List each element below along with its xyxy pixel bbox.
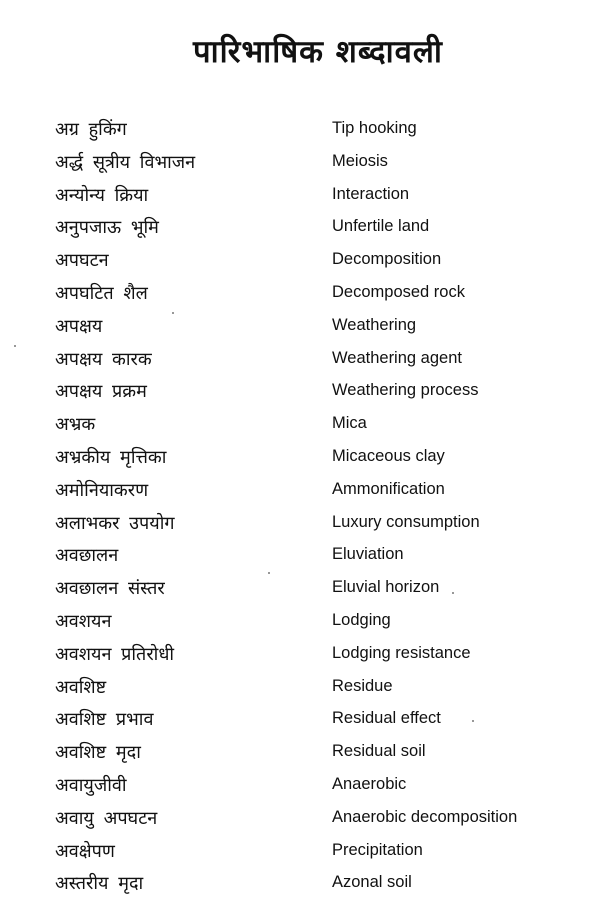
english-term: Tip hooking (332, 119, 417, 137)
hindi-term: अवछालन संस्तर (55, 578, 165, 600)
hindi-term: अवशिष्ट मृदा (55, 742, 141, 764)
glossary-entry (0, 343, 600, 376)
hindi-term: अभ्रकीय मृत्तिका (55, 446, 167, 468)
glossary-entry (0, 507, 600, 540)
scan-speck (268, 572, 270, 574)
english-term: Anaerobic decomposition (332, 807, 518, 826)
hindi-term: अस्तरीय मृदा (55, 873, 144, 895)
english-term: Interaction (332, 184, 410, 203)
english-term: Weathering process (332, 381, 479, 400)
english-term: Anaerobic (332, 774, 407, 793)
glossary-entry (0, 441, 600, 474)
english-term: Mica (332, 414, 367, 433)
glossary-entry (0, 539, 600, 572)
hindi-term: अग्र हुकिंग (55, 119, 127, 140)
hindi-term: अलाभकर उपयोग (55, 512, 175, 534)
english-term: Decomposition (332, 250, 442, 269)
glossary-entry (0, 572, 600, 605)
hindi-term: अपक्षय प्रक्रम (55, 381, 147, 403)
hindi-term: अवशयन प्रतिरोधी (55, 643, 175, 665)
glossary-entry (0, 736, 600, 769)
glossary-entry (0, 638, 600, 671)
glossary-entry (0, 211, 600, 244)
english-term: Unfertile land (332, 217, 430, 236)
hindi-term: अभ्रक (55, 414, 96, 436)
english-term: Precipitation (332, 840, 423, 859)
hindi-term: अवशिष्ट (55, 676, 107, 698)
glossary-entry (0, 146, 600, 179)
english-term: Lodging resistance (332, 643, 471, 662)
english-term: Azonal soil (332, 873, 412, 892)
english-term: Residual soil (332, 742, 426, 761)
hindi-term: अवायुजीवी (55, 774, 127, 796)
glossary-entry (0, 375, 600, 408)
scan-speck (472, 720, 474, 722)
hindi-term: अपक्षय (55, 315, 103, 337)
english-term: Luxury consumption (332, 512, 480, 531)
glossary-entry (0, 474, 600, 507)
hindi-term: अवक्षेपण (55, 840, 115, 862)
hindi-term: अपघटन (55, 250, 109, 272)
english-term: Micaceous clay (332, 446, 445, 465)
hindi-term: अपक्षय कारक (55, 348, 152, 370)
english-term: Decomposed rock (332, 282, 465, 301)
glossary-entry (0, 179, 600, 212)
hindi-term: अन्योन्य क्रिया (55, 184, 149, 206)
english-term: Eluviation (332, 545, 404, 564)
glossary-entry (0, 802, 600, 835)
hindi-term: अवशिष्ट प्रभाव (55, 709, 154, 731)
scan-speck (452, 592, 454, 594)
hindi-term: अपघटित शैल (55, 282, 148, 304)
scan-speck (14, 345, 16, 347)
glossary-entry (0, 867, 600, 900)
english-term: Weathering agent (332, 348, 462, 367)
glossary-entry (0, 671, 600, 704)
glossary-entry (0, 310, 600, 343)
glossary-entry (0, 113, 600, 146)
hindi-term: अवशयन (55, 610, 112, 632)
hindi-term: अवछालन (55, 545, 119, 567)
glossary-entry (0, 244, 600, 277)
hindi-term: अर्द्ध सूत्रीय विभाजन (55, 151, 196, 173)
hindi-term: अवायु अपघटन (55, 807, 158, 829)
glossary-entry (0, 835, 600, 868)
english-term: Residue (332, 676, 393, 695)
glossary-entry (0, 703, 600, 736)
english-term: Lodging (332, 610, 391, 629)
glossary-list (0, 113, 600, 900)
english-term: Meiosis (332, 151, 388, 170)
glossary-entry (0, 277, 600, 310)
english-term: Residual effect (332, 709, 441, 728)
page-title: पारिभाषिक शब्दावली (193, 34, 443, 70)
hindi-term: अमोनियाकरण (55, 479, 149, 501)
glossary-entry (0, 605, 600, 638)
glossary-entry (0, 408, 600, 441)
english-term: Eluvial horizon (332, 578, 440, 597)
glossary-entry (0, 769, 600, 802)
hindi-term: अनुपजाऊ भूमि (55, 217, 159, 239)
english-term: Weathering (332, 315, 417, 334)
scan-speck (172, 312, 174, 314)
english-term: Ammonification (332, 479, 445, 498)
